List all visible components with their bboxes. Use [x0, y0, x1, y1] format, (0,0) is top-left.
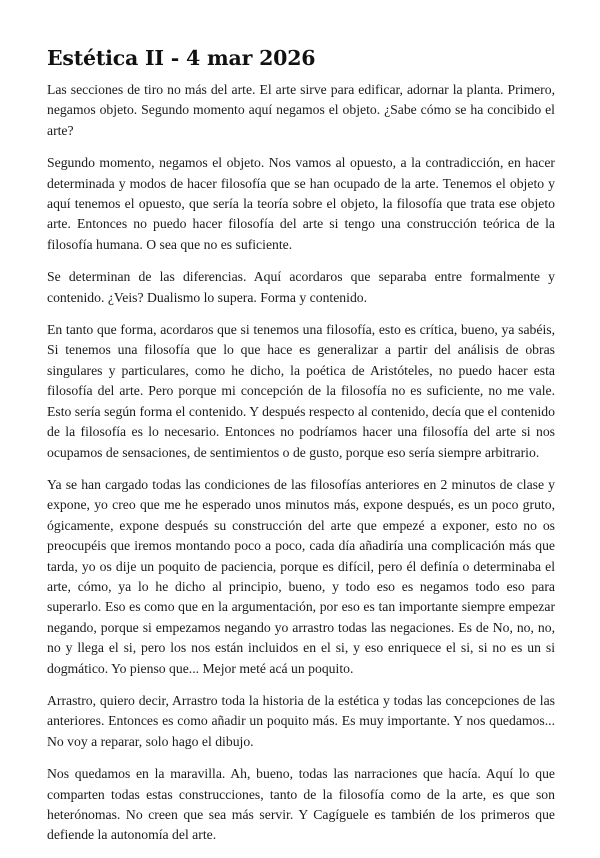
paragraph-7: Nos quedamos en la maravilla. Ah, bueno, todas las narraciones que hacía. Aquí lo que comparten todas estas construcciones, tanto de la filosofía como de la arte, es que son heterónomas. No creen que sea más servir. Y Cagíguele es también de los primeros que defiende la autonomía del arte.	[47, 766, 555, 843]
paragraph-5: Ya se han cargado todas las condiciones de las filosofías anteriores en 2 minutos de clase y expone, yo creo que me he esperado unos minutos más, expone después, es un poco gruto, ógicamente, expone después su construcción del arte que empezé a exponer, esto no os preocupéis que iremos montando poco a poco, cada día añadiría una complicación más que tarda, yo os dije un poquito de paciencia, porque es difícil, pero él definía o determinaba el arte, cómo, ya lo he dicho al principio, bueno, y todo eso es negamos todo eso para superarlo. Eso es como que en la argumentación, por eso es tan importante siempre empezar negando, porque si empezamos negando yo arrastro todas las negaciones. Es de No, no, no, no y llega el si, pero los nos están incluidos en el si, y eso enriquece el si, si no es un si dogmático. Yo pienso que... Mejor meté acá un poquito.	[47, 476, 555, 676]
paragraph-4: En tanto que forma, acordaros que si tenemos una filosofía, esto es crítica, bueno, ya sabéis, Si tenemos una filosofía que lo que hace es generalizar a partir del análisis de obras singulares y particulares, como he dicho, la poética de Aristóteles, no puedo hacer esta filosofía del arte. Pero porque mi concepción de la filosofía no es suficiente, no me vale. Esto sería según forma el contenido. Y después respecto al contenido, decía que el contenido de la filosofía es lo necesario. Entonces no podríamos hacer una filosofía del arte si nos ocupamos de sensaciones, de sentimientos o de gusto, porque eso sería siempre arbitrario.	[47, 322, 555, 460]
document-title: Estética II - 4 mar 2026	[47, 46, 316, 70]
paragraph-1: Las secciones de tiro no más del arte. El arte sirve para edificar, adornar la planta. Primero, negamos objeto. Segundo momento aquí negamos el objeto. ¿Sabe cómo se ha concibido el arte?	[47, 82, 555, 138]
paragraph-3: Se determinan de las diferencias. Aquí acordaros que separaba entre formalmente y contenido. ¿Veis? Dualismo lo supera. Forma y contenido.	[47, 269, 555, 305]
document-page	[47, 44, 555, 858]
paragraph-2: Segundo momento, negamos el objeto. Nos vamos al opuesto, a la contradicción, en hacer determinada y modos de hacer filosofía que se han ocupado de la arte. Tenemos el objeto y aquí tenemos el opuesto, que sería la teoría sobre el objeto, la filosofía que trata ese objeto arte. Entonces no puedo hacer filosofía del arte si tengo una construcción teórica de la filosofía humana. O sea que no es suficiente.	[47, 155, 555, 252]
paragraph-6: Arrastro, quiero decir, Arrastro toda la historia de la estética y todas las concepciones de las anteriores. Entonces es como añadir un poquito más. Es muy importante. Y nos quedamos... No voy a reparar, solo hago el dibujo.	[47, 692, 555, 749]
